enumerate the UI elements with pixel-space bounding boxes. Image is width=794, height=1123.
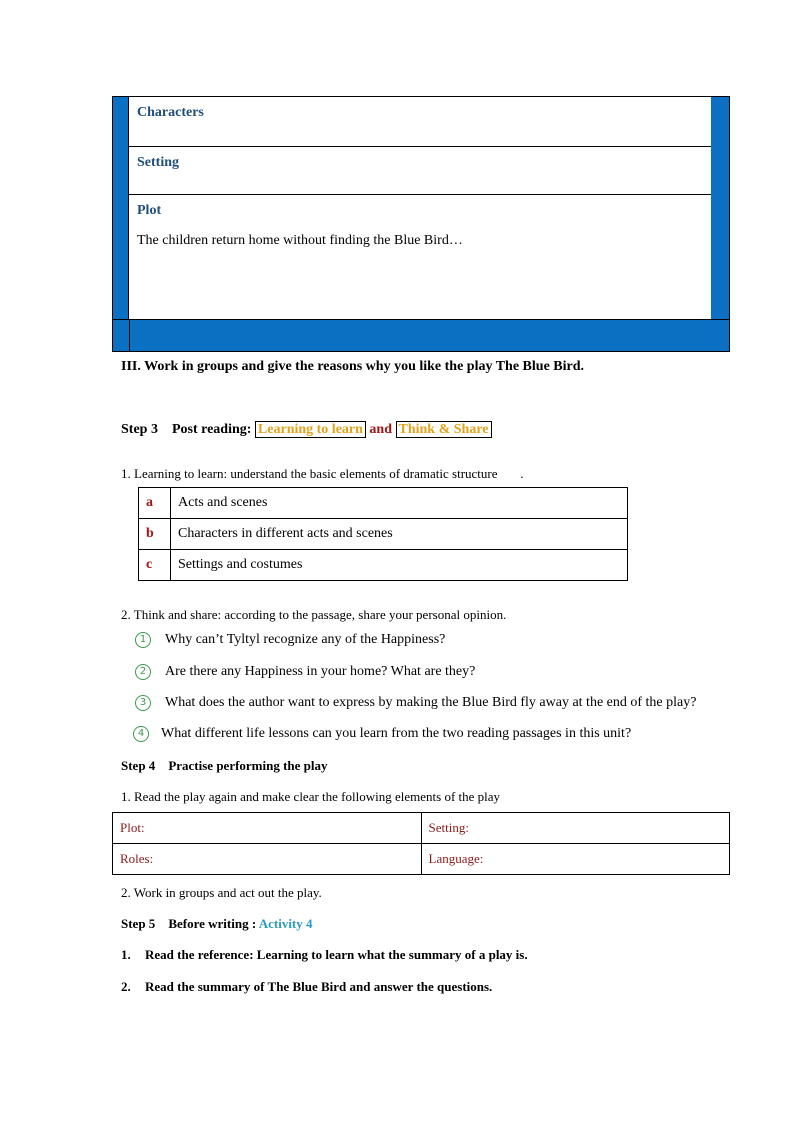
question-item (135, 664, 475, 680)
step-5-title: Before writing : (168, 916, 257, 931)
think-share-tag: Think & Share (396, 421, 492, 438)
characters-label: Characters (137, 105, 204, 120)
step-4-title: Practise performing the play (168, 758, 328, 773)
item-text: Read the summary of The Blue Bird and answer the questions. (145, 979, 493, 994)
table-bottom-bar (113, 319, 729, 351)
row-letter: c (139, 550, 171, 581)
step-4-heading (121, 758, 328, 774)
play-elements-table (112, 812, 730, 875)
question-item (133, 726, 631, 742)
learning-intro-end: . (520, 466, 524, 481)
question-item (135, 632, 445, 648)
circled-number-icon: 1 (135, 632, 151, 648)
step-4-label: Step 4 (121, 758, 156, 773)
language-cell: Language: (421, 844, 730, 875)
step-4-item-1: 1. Read the play again and make clear the following elements of the play (121, 789, 501, 804)
setting-row (129, 147, 711, 195)
plot-label: Plot (137, 203, 162, 218)
table-left-bar (113, 97, 129, 351)
question-text: Why can’t Tyltyl recognize any of the Happiness? (165, 632, 446, 647)
question-text: Are there any Happiness in your home? What are they? (165, 664, 476, 679)
think-intro: 2. Think and share: according to the passage, share your personal opinion. (121, 607, 507, 622)
step-3-heading (121, 422, 492, 438)
and-text: and (369, 422, 392, 437)
row-text: Acts and scenes (171, 488, 628, 519)
roles-cell: Roles: (113, 844, 422, 875)
learning-intro (121, 466, 524, 482)
step-5-heading (121, 916, 313, 932)
step-3-title: Post reading: (171, 422, 252, 437)
step-3-label: Step 3 (121, 422, 158, 437)
table-row (113, 813, 730, 844)
question-text: What different life lessons can you learn from the two reading passages in this unit? (161, 726, 632, 741)
dramatic-elements-table (138, 487, 628, 581)
learning-intro-text: 1. Learning to learn: understand the basic elements of dramatic structure (121, 466, 498, 481)
step-5-item (121, 947, 528, 963)
row-text: Settings and costumes (171, 550, 628, 581)
step-5-label: Step 5 (121, 916, 156, 931)
plot-text: The children return home without finding the Blue Bird… (137, 233, 463, 248)
circled-number-icon: 3 (135, 695, 151, 711)
story-map-table (112, 96, 730, 352)
section-3-heading: III. Work in groups and give the reasons why you like the play The Blue Bird. (121, 359, 585, 374)
setting-cell: Setting: (421, 813, 730, 844)
row-text: Characters in different acts and scenes (171, 519, 628, 550)
question-item (135, 695, 696, 711)
question-text: What does the author want to express by making the Blue Bird fly away at the end of the play? (165, 695, 697, 710)
item-number: 2. (121, 979, 131, 994)
setting-label: Setting (137, 155, 179, 170)
plot-row (129, 195, 711, 321)
activity-4-link: Activity 4 (258, 916, 313, 931)
characters-row (129, 97, 711, 147)
table-row (139, 519, 628, 550)
step-5-item (121, 979, 492, 995)
plot-cell: Plot: (113, 813, 422, 844)
table-row (139, 488, 628, 519)
table-row (139, 550, 628, 581)
circled-number-icon: 2 (135, 664, 151, 680)
row-letter: b (139, 519, 171, 550)
learning-to-learn-tag: Learning to learn (255, 421, 366, 438)
row-letter: a (139, 488, 171, 519)
step-4-item-2: 2. Work in groups and act out the play. (121, 885, 322, 900)
circled-number-icon: 4 (133, 726, 149, 742)
table-right-bar (709, 97, 729, 351)
item-number: 1. (121, 947, 131, 962)
table-row (113, 844, 730, 875)
item-text: Read the reference: Learning to learn what the summary of a play is. (145, 947, 528, 962)
